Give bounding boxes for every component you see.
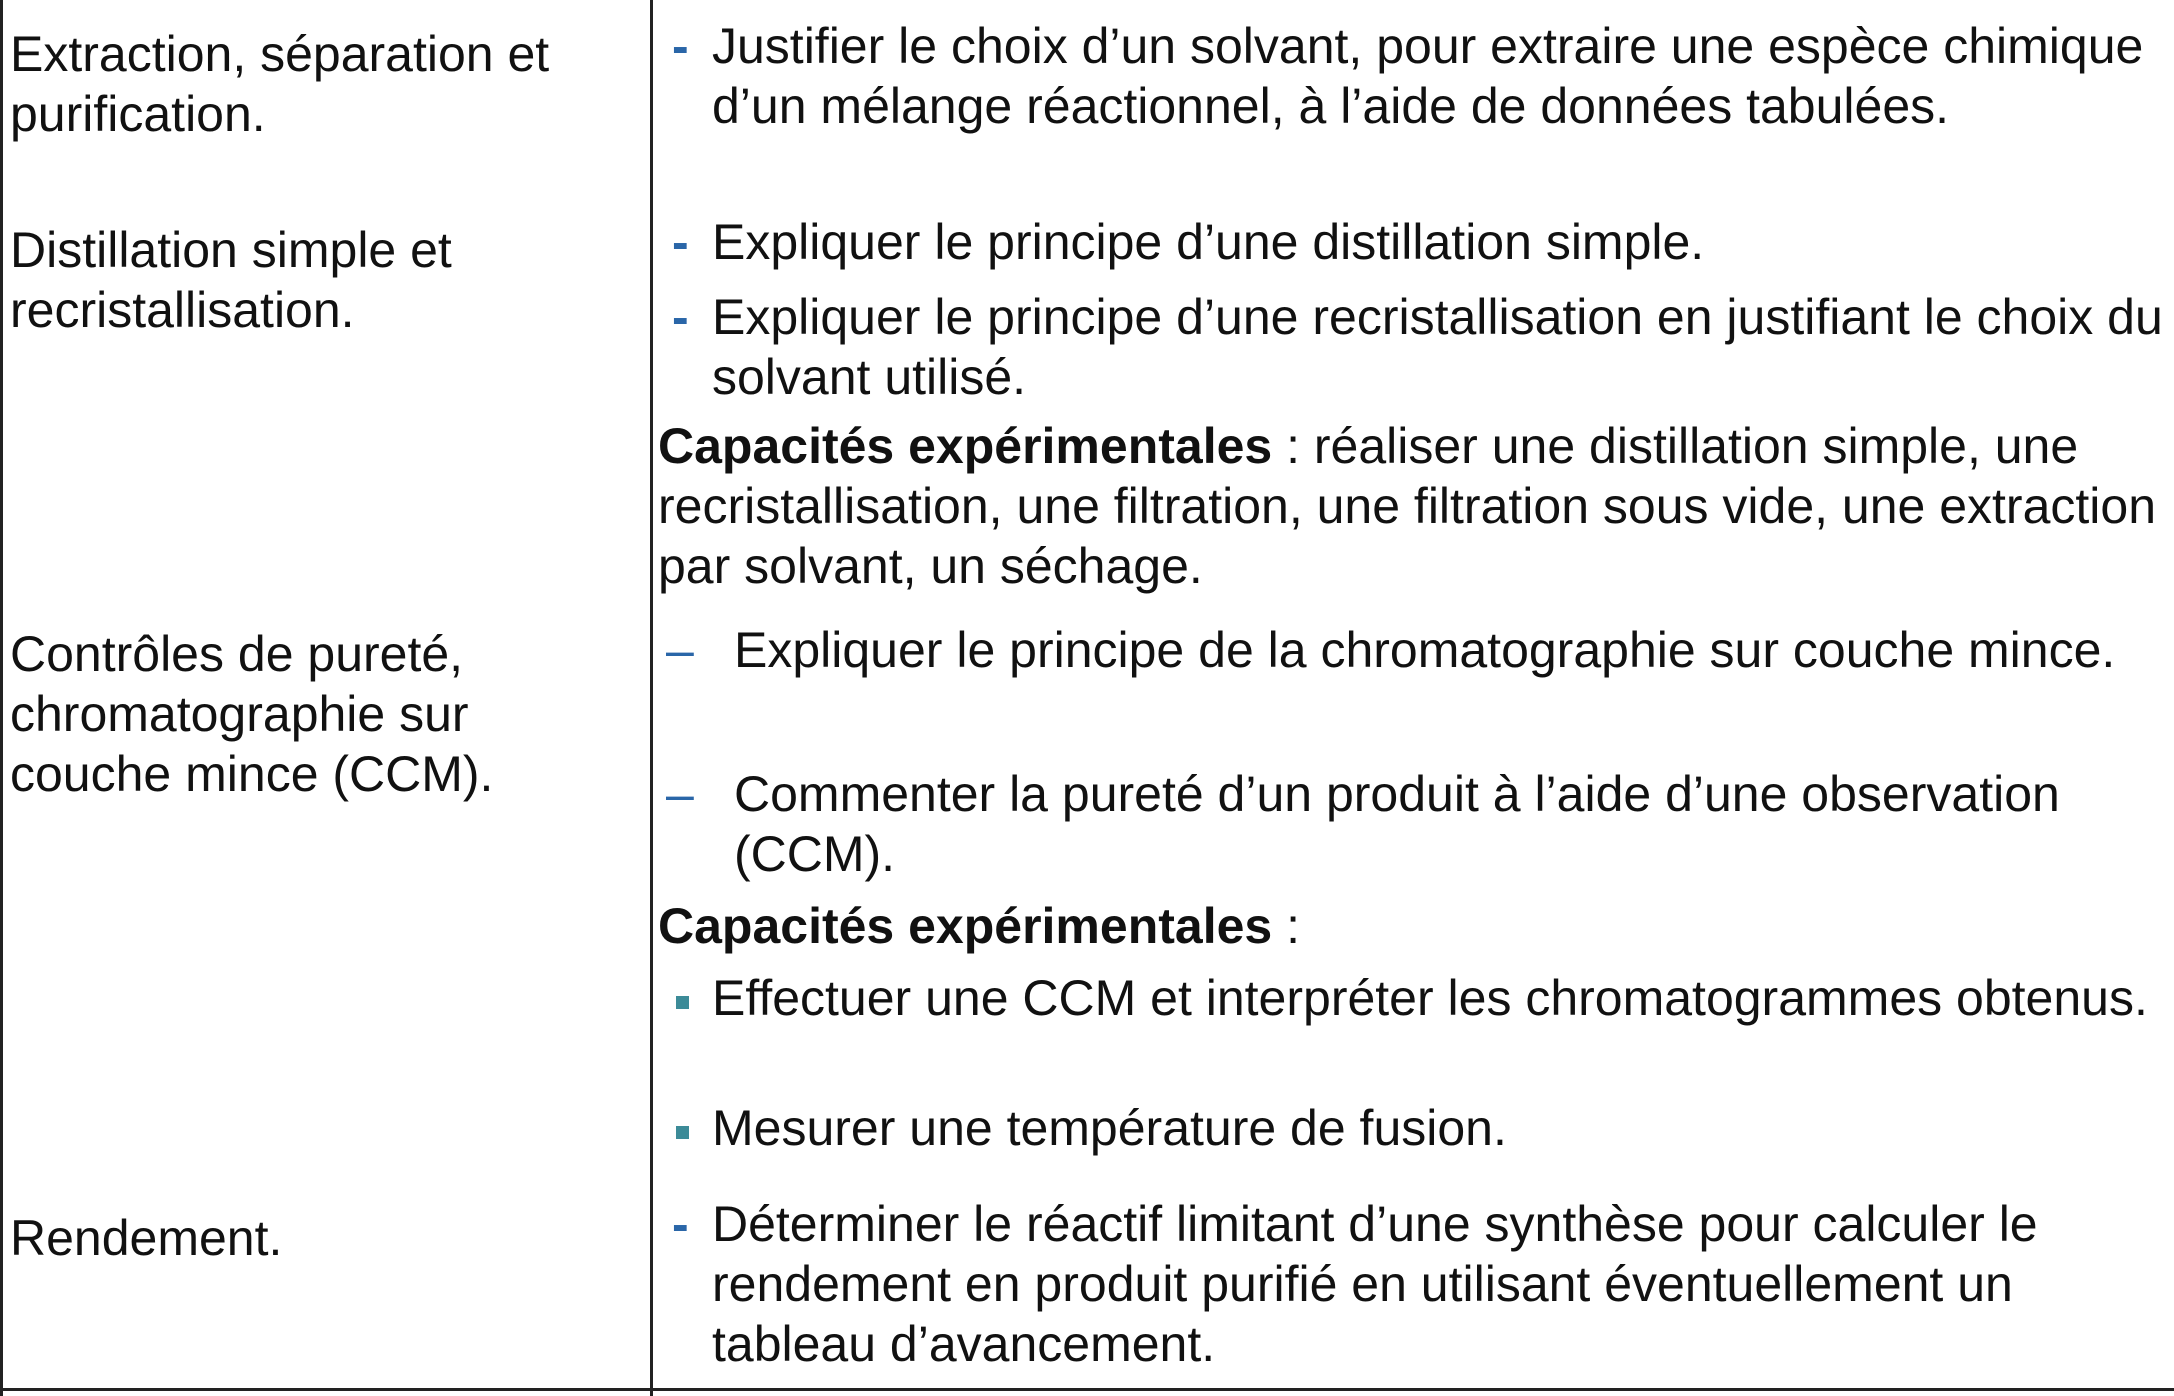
list-item-text: Expliquer le principe d’une recristallisation en justifiant le choix du solvant utilisé. xyxy=(712,289,2163,405)
capacites-paragraph xyxy=(658,896,2168,956)
capacites-label: Capacités expérimentales xyxy=(658,418,1273,474)
topic-purity-control: Contrôles de pureté, chromatographie sur couche mince (CCM). xyxy=(10,626,494,802)
square-bullet-icon xyxy=(676,996,689,1009)
list-item-text: Déterminer le réactif limitant d’une synthèse pour calculer le rendement en produit purifié en utilisant éventuellement un tableau d’avancement. xyxy=(712,1196,2038,1372)
list-item xyxy=(658,212,2168,272)
table-border-bottom xyxy=(0,1388,2174,1391)
capacites-text: : réaliser une distillation simple, une recristallisation, une filtration, une filtration sous vide, une extraction par solvant, un séchage. xyxy=(658,418,2156,594)
list-item xyxy=(658,620,2168,680)
list-item-text: Effectuer une CCM et interpréter les chromatogrammes obtenus. xyxy=(712,970,2148,1026)
topic-rendement: Rendement. xyxy=(10,1210,283,1266)
list-item-text: Expliquer le principe d’une distillation simple. xyxy=(712,214,1705,270)
long-dash-marker: – xyxy=(666,766,694,822)
dash-marker: - xyxy=(672,18,689,74)
dash-marker: - xyxy=(672,289,689,345)
list-item xyxy=(658,16,2168,136)
square-bullet-icon xyxy=(676,1126,689,1139)
list-item-text: Expliquer le principe de la chromatographie sur couche mince. xyxy=(734,622,2116,678)
list-item xyxy=(658,764,2168,884)
dash-marker: - xyxy=(672,1196,689,1252)
capacites-label: Capacités expérimentales xyxy=(658,898,1273,954)
list-item xyxy=(658,1194,2168,1374)
topic-extraction: Extraction, séparation et purification. xyxy=(10,26,550,142)
table-border-left xyxy=(0,0,3,1396)
topic-distillation: Distillation simple et recristallisation. xyxy=(10,222,452,338)
long-dash-marker: – xyxy=(666,622,694,678)
capacites-text: : xyxy=(1272,898,1301,954)
list-item xyxy=(658,1098,2168,1158)
list-item-text: Justifier le choix d’un solvant, pour extraire une espèce chimique d’un mélange réactionnel, à l’aide de données tabulées. xyxy=(712,18,2144,134)
list-item xyxy=(658,287,2168,407)
table-column-divider xyxy=(650,0,653,1396)
list-item-text: Commenter la pureté d’un produit à l’aide d’une observation (CCM). xyxy=(734,766,2060,882)
capacites-paragraph xyxy=(658,416,2168,596)
list-item-text: Mesurer une température de fusion. xyxy=(712,1100,1507,1156)
dash-marker: - xyxy=(672,214,689,270)
list-item xyxy=(658,968,2168,1028)
